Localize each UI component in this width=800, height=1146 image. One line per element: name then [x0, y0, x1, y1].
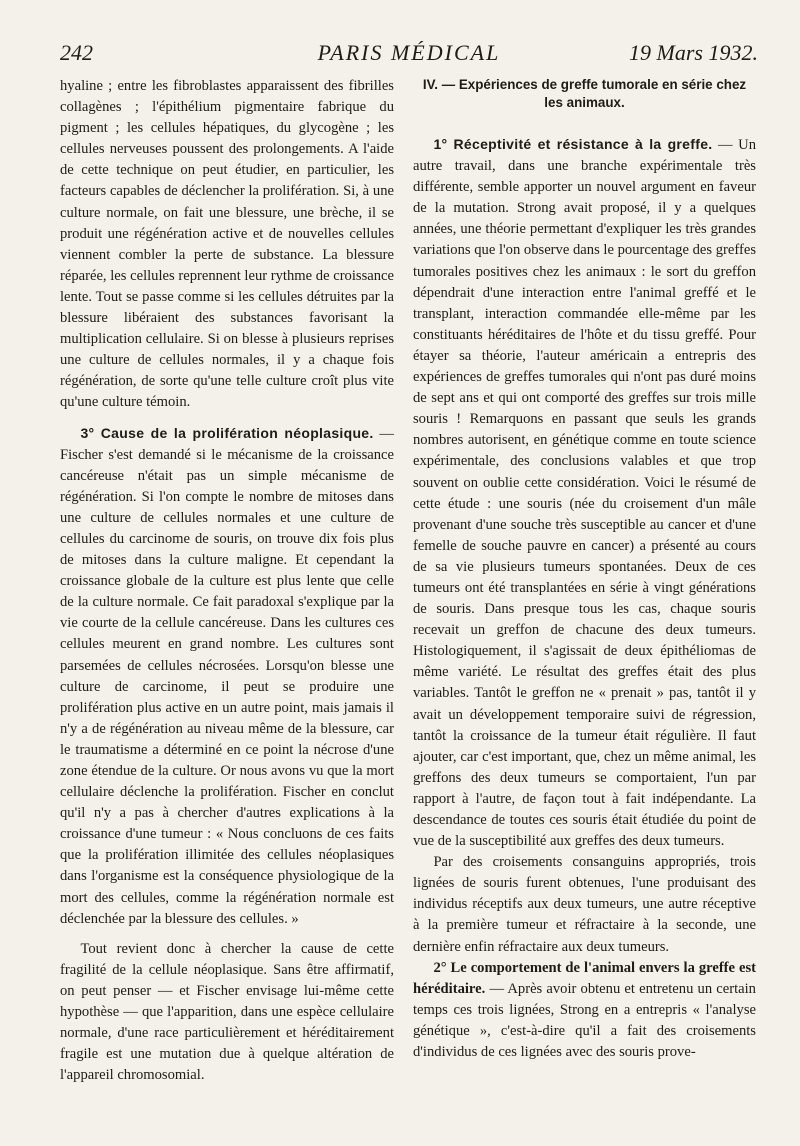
- journal-title: PARIS MÉDICAL: [317, 40, 501, 65]
- paragraph-neoplastic-proliferation: [60, 423, 394, 930]
- left-column: [60, 76, 394, 1086]
- issue-date: 19 Mars 1932.: [629, 40, 758, 65]
- paragraph-culture-regeneration: hyaline ; entre les fibroblastes apparaissent des fibrilles collagènes ; l'épithélium pigmentaire fabrique du pigment ; les cellules hépatiques, du glycogène ; les cellules nerveuses poussent des prolongements. A l'aide de cette technique on peut étudier, en particulier, les facteurs capables de déclencher la prolifération. Si, à une culture normale, on fait une blessure, une brèche, il se produit une régénération active et de nouvelles cellules viennent combler la perte de substance. La blessure réparée, les cellules reprennent leur rythme de croissance lente. Tout se passe comme si les cellules détruites par la blessure libéraient des substances favorisant la multiplication cellulaire. Si on blesse à plusieurs reprises une culture de cellules normales, il y a chaque fois régénération, de sorte qu'une telle culture croît plus vite qu'une culture témoin.: [60, 78, 394, 411]
- paragraph-crossbreeding: Par des croisements consanguins appropriés, trois lignées de souris furent obtenues, l'une produisant des individus réceptifs aux deux tumeurs, une autre réceptive à la première tumeur et réfractaire à la seconde, une dernière enfin réfractaire aux deux tumeurs.: [413, 854, 756, 955]
- page-number: 242: [60, 40, 93, 65]
- subheading-cause-proliferation: 3° Cause de la prolifération néoplasique.: [80, 424, 374, 441]
- paragraph-text: — Après avoir obtenu et entretenu un certain temps ces trois lignées, Strong en a entrepris « l'analyse génétique », c'est-à-dire qu'il a fait des croisements d'individus de ces lignées avec des souris prove-: [413, 980, 756, 1061]
- running-header: [60, 40, 758, 70]
- paragraph-heredity: [413, 958, 756, 1063]
- right-column: [413, 76, 756, 1063]
- paragraph-text: — Fischer s'est demandé si le mécanisme de la croissance cancéreuse n'était pas un simple mécanisme de régénération. Si l'on compte le nombre de mitoses dans une culture de cellules normales et une culture de cellules du carcinome de souris, on trouve dix fois plus de mitoses dans la culture maligne. Et cependant la croissance globale de la culture est plus lente que celle de la culture normale. Ce fait paradoxal s'explique par la vie courte de la cellule cancéreuse. Dans les cultures ces cellules meurent en grand nombre. Les cultures sont parsemées de cellules nécrosées. Lorsqu'on blesse une culture de carcinome, il peut se produire une prolifération plus active en un autre point, mais jamais il n'y a de régénération au niveau même de la blessure, car le traumatisme a déterminé en ce point la nécrose d'une zone étendue de la culture. Or nous avons vu que la mort cellulaire déclenche la prolifération. Fischer en conclut qu'il n'y a pas à chercher d'autres explications à la croissance d'une tumeur : « Nous concluons de ces faits que la prolifération illimitée des cellules néoplasiques dans l'organisme est la conséquence physiologique de la mort des cellules, comme la régénération normale est déclenchée par la blessure des cellules. »: [60, 425, 394, 927]
- paragraph-receptivity: [413, 134, 756, 852]
- subheading-heredity: 2° Le comportement de l'animal envers la greffe est héréditaire.: [413, 959, 756, 997]
- paragraph-text: — Un autre travail, dans une branche expérimentale très différente, semble apporter un nouvel argument en faveur de la mutation. Strong avait proposé, il y a quelques années, une théorie permettant d'expliquer les très grandes variations que l'on observe dans le pourcentage des greffes tumorales positives chez les animaux : le sort du greffon dépendrait d'une interaction entre l'animal greffé et le transplant, interaction commandée elle-même par les constituants héréditaires de l'hôte et du tissu greffé. Pour étayer sa théorie, l'auteur américain a entrepris des expériences de greffes tumorales qui n'ont pas duré moins de sept ans et qui ont comporté des greffes sur trois mille souris ! Remarquons en passant que seuls les grands nombres autorisent, en génétique comme en toute science expérimentale, des conclusions valables et que trop souvent on oublie cette considération. Voici le résumé de cette étude : une souris (née du croisement d'un mâle provenant d'une souche très susceptible au cancer et d'une femelle de souche pauvre en cancer) a présenté au cours de sa vie plusieurs tumeurs spontanées. Deux de ces tumeurs ont été transplantées en série à vingt générations de souris. Dans presque tous les cas, chaque souris recevait un greffon de chacune des deux tumeurs. Histologiquement, il s'agissait de deux épithéliomas de même variété. Le résultat des greffes était des plus variables. Tantôt le greffon ne « prenait » pas, tantôt il y avait un développement temporaire suivi de régression, tantôt la croissance de la tumeur était régulière. Il faut ajouter, car c'est important, que, chez un même animal, les greffons des deux tumeurs se comportaient, l'un par rapport à l'autre, de façon tout à fait indépendante. La descendance de toutes ces souris était étudiée du point de vue de la susceptibilité aux greffes des deux tumeurs.: [413, 137, 756, 850]
- section-title: IV. — Expériences de greffe tumorale en série chez les animaux.: [422, 77, 747, 110]
- paragraph-fragility-mutation: Tout revient donc à chercher la cause de cette fragilité de la cellule néoplasique. Sans être affirmatif, on peut penser — et Fischer envisage lui-même cette hypothèse — que l'apparition, dans une espèce cellulaire normale, d'une race particulièrement et héréditairement fragile est une mutation due à quelque altération de l'appareil chromosomial.: [60, 940, 394, 1084]
- subheading-receptivity: 1° Réceptivité et résistance à la greffe.: [433, 136, 713, 152]
